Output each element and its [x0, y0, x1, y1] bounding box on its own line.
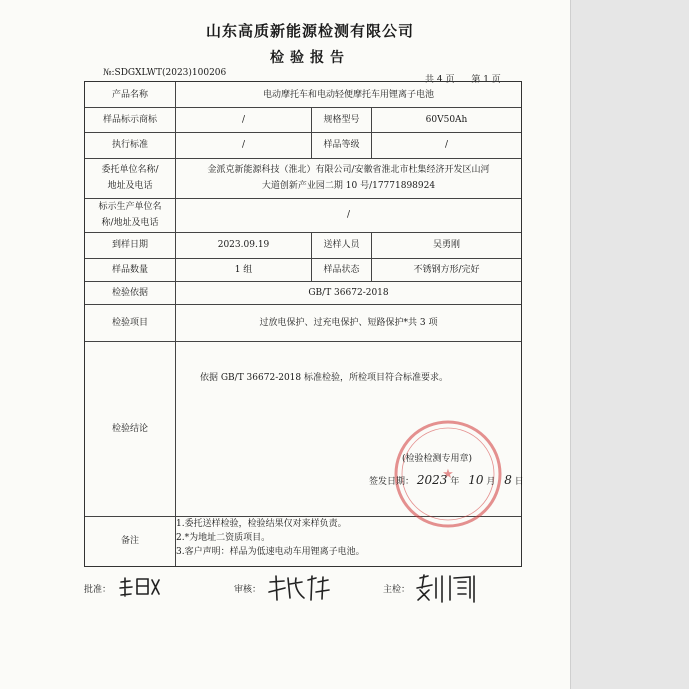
grade: / — [444, 140, 449, 150]
remark-3: 3.客户声明：样品为低速电动车用锂离子电池。 — [176, 547, 365, 557]
remarks — [176, 517, 365, 559]
sender-label: 送样人员 — [323, 240, 360, 250]
issue-date-month-unit: 月 — [486, 477, 496, 487]
items-label: 检验项目 — [111, 317, 148, 328]
issue-date-day-unit: 日 — [514, 477, 524, 487]
client-label-line-1: 委托单位名称/ — [101, 165, 159, 175]
standard: / — [241, 140, 246, 150]
quantity-label: 样品数量 — [111, 264, 148, 275]
remark-1: 1.委托送样检验，检验结果仅对来样负责。 — [176, 519, 347, 529]
product-name-label: 产品名称 — [111, 89, 148, 100]
reviewer-label: 审核： — [234, 585, 262, 595]
trademark: / — [241, 114, 246, 125]
client-info — [176, 158, 521, 198]
standard-label: 执行标准 — [111, 140, 148, 150]
client-label — [85, 158, 175, 198]
report-title: 检验报告 — [270, 50, 350, 66]
viewer-background — [571, 0, 689, 689]
organization-name: 山东高质新能源检测有限公司 — [205, 22, 414, 40]
model-label: 规格型号 — [323, 114, 360, 125]
issue-date — [369, 473, 524, 487]
client-label-line-2: 地址及电话 — [107, 181, 153, 191]
issue-date-year-unit: 年 — [450, 477, 460, 487]
client-info-line-2: 大道创新产业园二期 10 号/17771898924 — [261, 181, 436, 191]
page-current: 第 1 页 — [471, 75, 501, 85]
manufacturer-label — [85, 198, 175, 232]
stamp-note: (检验检测专用章) — [402, 454, 473, 464]
basis-label: 检验依据 — [111, 287, 148, 298]
grade-label: 样品等级 — [323, 140, 360, 150]
issue-date-month: 10 — [468, 473, 484, 487]
issue-date-label: 签发日期： — [369, 477, 415, 487]
sender: 吴勇刚 — [432, 240, 460, 250]
status: 不锈钢方形/完好 — [413, 264, 480, 275]
quantity: 1 组 — [234, 264, 253, 275]
basis: GB/T 36672-2018 — [308, 287, 389, 298]
manufacturer: / — [346, 210, 351, 220]
remarks-label: 备注 — [120, 536, 139, 546]
items: 过放电保护、过充电保护、短路保护*共 3 项 — [259, 317, 438, 328]
arrival-date-label: 到样日期 — [111, 240, 148, 250]
issue-date-year: 2023 — [416, 473, 448, 487]
remark-2: 2.*为地址二资质项目。 — [176, 533, 271, 543]
inspector-signature — [414, 572, 484, 604]
approver-label: 批准： — [84, 585, 112, 595]
model: 60V50Ah — [425, 114, 468, 125]
status-label: 样品状态 — [323, 264, 360, 275]
manufacturer-label-line-2: 称/地址及电话 — [101, 218, 159, 228]
approver-signature — [118, 574, 162, 600]
reviewer-signature — [266, 572, 332, 604]
client-info-line-1: 金派克新能源科技（淮北）有限公司/安徽省淮北市杜集经济开发区山河 — [207, 165, 490, 175]
manufacturer-label-line-1: 标示生产单位名 — [98, 202, 162, 212]
svg-text:★: ★ — [442, 467, 454, 482]
report-number: №:SDGXLWT(2023)100206 — [103, 68, 227, 78]
page-total: 共 4 页 — [425, 75, 455, 85]
conclusion-text: 依据 GB/T 36672-2018 标准检验，所检项目符合标准要求。 — [200, 373, 448, 383]
conclusion-label: 检验结论 — [111, 423, 148, 434]
inspector-label: 主检： — [383, 585, 411, 595]
arrival-date: 2023.09.19 — [217, 240, 270, 250]
product-name: 电动摩托车和电动轻便摩托车用锂离子电池 — [262, 89, 434, 100]
trademark-label: 样品标示商标 — [102, 114, 157, 125]
issue-date-day: 8 — [504, 473, 512, 487]
